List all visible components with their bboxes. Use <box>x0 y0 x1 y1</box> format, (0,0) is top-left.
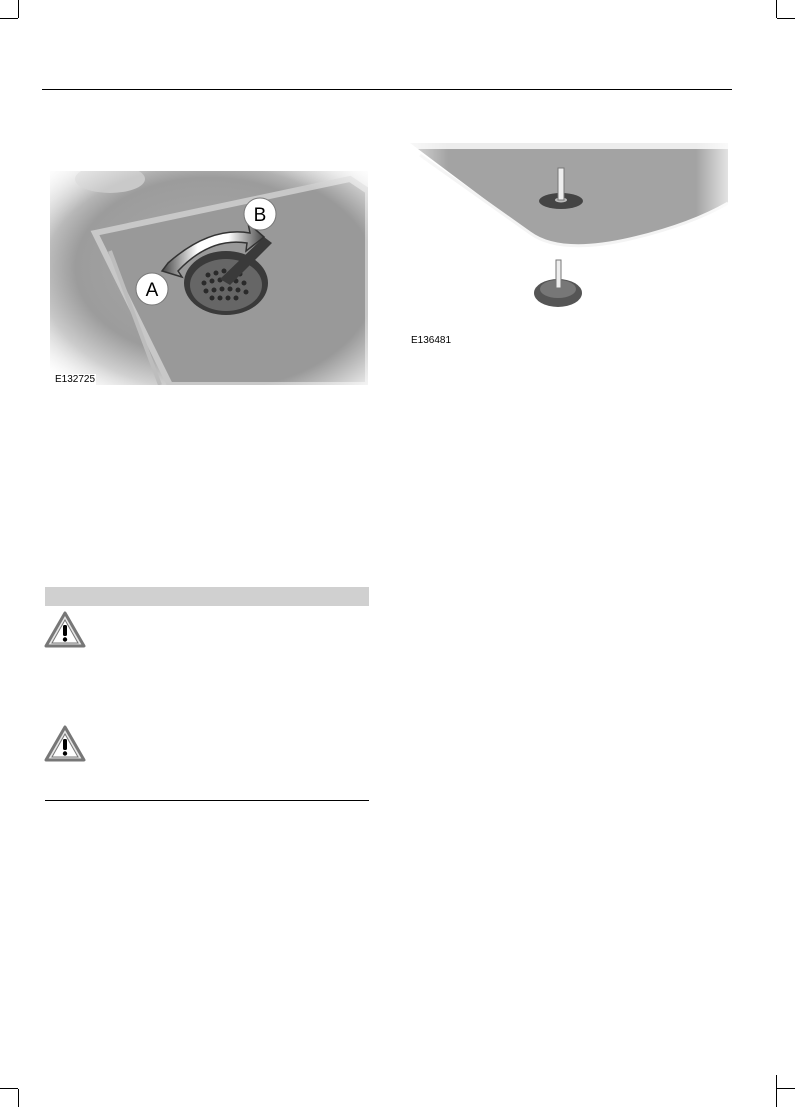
crop-mark-top-right-v <box>776 0 777 18</box>
crop-mark-bottom-right-v <box>776 1075 777 1107</box>
callout-b: B <box>253 205 267 226</box>
figure-floor-mat-clip <box>410 135 728 315</box>
figure-code-left: E132725 <box>55 374 96 385</box>
section-heading-bar <box>45 587 369 606</box>
crop-mark-top-left-v <box>18 0 19 18</box>
callout-a: A <box>145 280 159 301</box>
figure-floor-mat-retainer <box>50 171 368 385</box>
crop-mark-bottom-left <box>0 1088 18 1089</box>
crop-mark-top-left <box>0 18 18 19</box>
crop-mark-top-right <box>777 18 795 19</box>
figure-code-right: E136481 <box>411 335 452 346</box>
crop-mark-bottom-left-v <box>18 1089 19 1107</box>
warning-triangle-icon <box>44 725 86 762</box>
header-rule <box>42 89 732 90</box>
warning-triangle-icon <box>44 611 86 648</box>
crop-mark-bottom-right <box>777 1088 795 1089</box>
floor-mat-clip-illustration <box>410 135 728 315</box>
section-end-rule <box>45 800 369 801</box>
floor-mat-retainer-illustration <box>50 171 368 385</box>
